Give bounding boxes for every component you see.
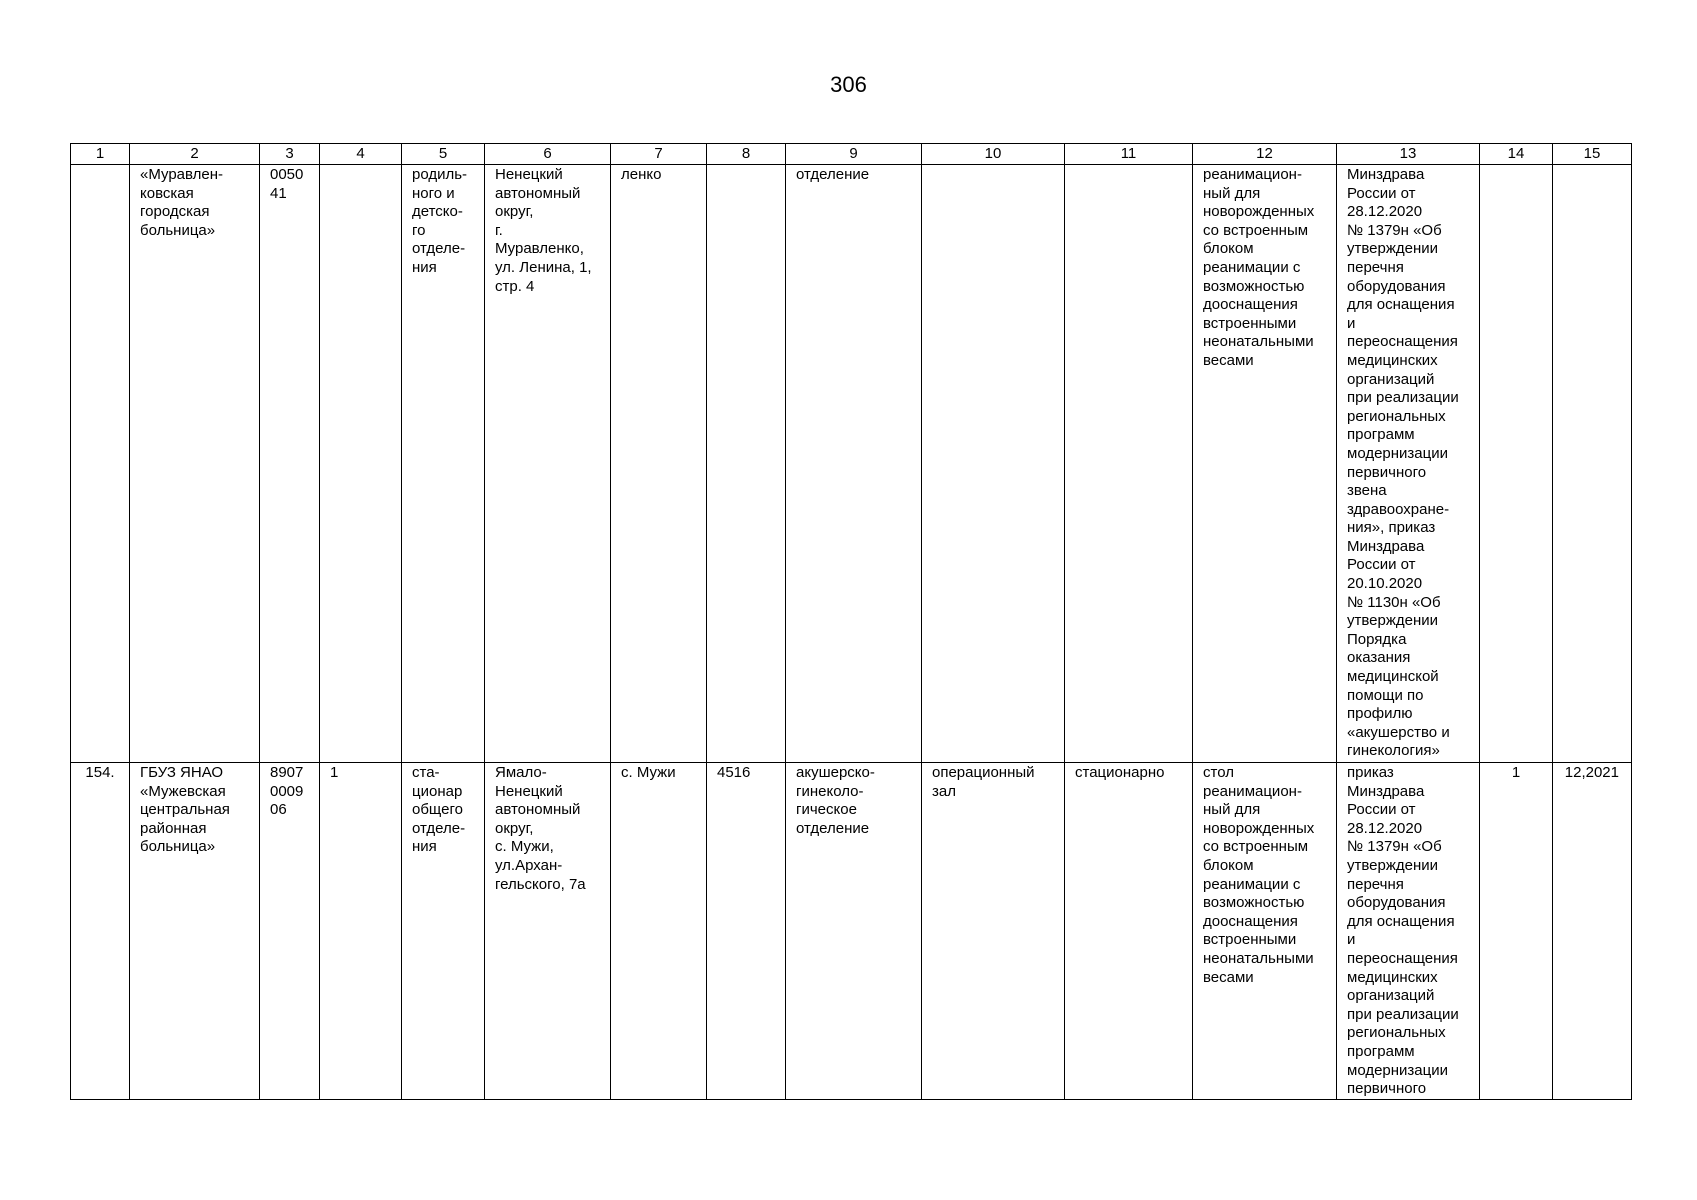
code-cell: 8907 0009 06	[260, 763, 320, 1100]
column-header: 8	[707, 144, 786, 165]
column-header: 1	[71, 144, 130, 165]
settlement-cell: с. Мужи	[611, 763, 707, 1100]
column-header: 6	[485, 144, 611, 165]
legal-basis-cell: приказ Минздрава России от 28.12.2020 № 1379н «Об утверждении перечня оборудования для оснащения и переоснащения медицинских организаций при реализации региональных программ модернизации первичного	[1337, 763, 1480, 1100]
address-cell: Ямало- Ненецкий автономный округ, с. Мужи, ул.Архан- гельского, 7а	[485, 763, 611, 1100]
column-header: 13	[1337, 144, 1480, 165]
row-number-cell: 154.	[71, 763, 130, 1100]
column-header: 14	[1480, 144, 1553, 165]
column-header: 15	[1553, 144, 1632, 165]
column-8-cell: 4516	[707, 763, 786, 1100]
table-row	[71, 763, 1632, 1100]
column-8-cell	[707, 165, 786, 763]
care-condition-cell	[1065, 165, 1193, 763]
unit-cell: родиль- ного и детско- го отделе- ния	[402, 165, 485, 763]
date-cell	[1553, 165, 1632, 763]
quantity-cell: 1	[1480, 763, 1553, 1100]
column-header: 11	[1065, 144, 1193, 165]
quantity-cell	[1480, 165, 1553, 763]
column-header: 10	[922, 144, 1065, 165]
settlement-cell: ленко	[611, 165, 707, 763]
legal-basis-cell: Минздрава России от 28.12.2020 № 1379н «Об утверждении перечня оборудования для оснащения и переоснащения медицинских организаций при реализации региональных программ модернизации первичного звена здравоохране- ния», приказ Минздрава России от 20.10.2020 № 1130н «Об утверждении Порядка оказания медицинской помощи по профилю «акушерство и гинекология»	[1337, 165, 1480, 763]
unit-cell: ста- ционар общего отделе- ния	[402, 763, 485, 1100]
column-header: 12	[1193, 144, 1337, 165]
organization-cell: ГБУЗ ЯНАО «Мужевская центральная районная больница»	[130, 763, 260, 1100]
equipment-cell: стол реанимацион- ный для новорожденных со встроенным блоком реанимации с возможностью дооснащения встроенными неонатальными весами	[1193, 763, 1337, 1100]
column-header: 3	[260, 144, 320, 165]
department-cell: акушерско- гинеколо- гическое отделение	[786, 763, 922, 1100]
organization-cell: «Муравлен- ковская городская больница»	[130, 165, 260, 763]
column-header: 4	[320, 144, 402, 165]
column-header: 9	[786, 144, 922, 165]
equipment-cell: реанимацион- ный для новорожденных со встроенным блоком реанимации с возможностью дооснащения встроенными неонатальными весами	[1193, 165, 1337, 763]
room-cell: операционный зал	[922, 763, 1065, 1100]
room-cell	[922, 165, 1065, 763]
row-number-cell	[71, 165, 130, 763]
header-row	[71, 144, 1632, 165]
care-condition-cell: стационарно	[1065, 763, 1193, 1100]
column-4-cell	[320, 165, 402, 763]
department-cell: отделение	[786, 165, 922, 763]
date-cell: 12,2021	[1553, 763, 1632, 1100]
code-cell: 0050 41	[260, 165, 320, 763]
column-4-cell: 1	[320, 763, 402, 1100]
table-row	[71, 165, 1632, 763]
equipment-table	[70, 143, 1632, 1100]
page-number: 306	[830, 72, 867, 97]
column-header: 2	[130, 144, 260, 165]
address-cell: Ненецкий автономный округ, г. Муравленко, ул. Ленина, 1, стр. 4	[485, 165, 611, 763]
column-header: 7	[611, 144, 707, 165]
column-header: 5	[402, 144, 485, 165]
